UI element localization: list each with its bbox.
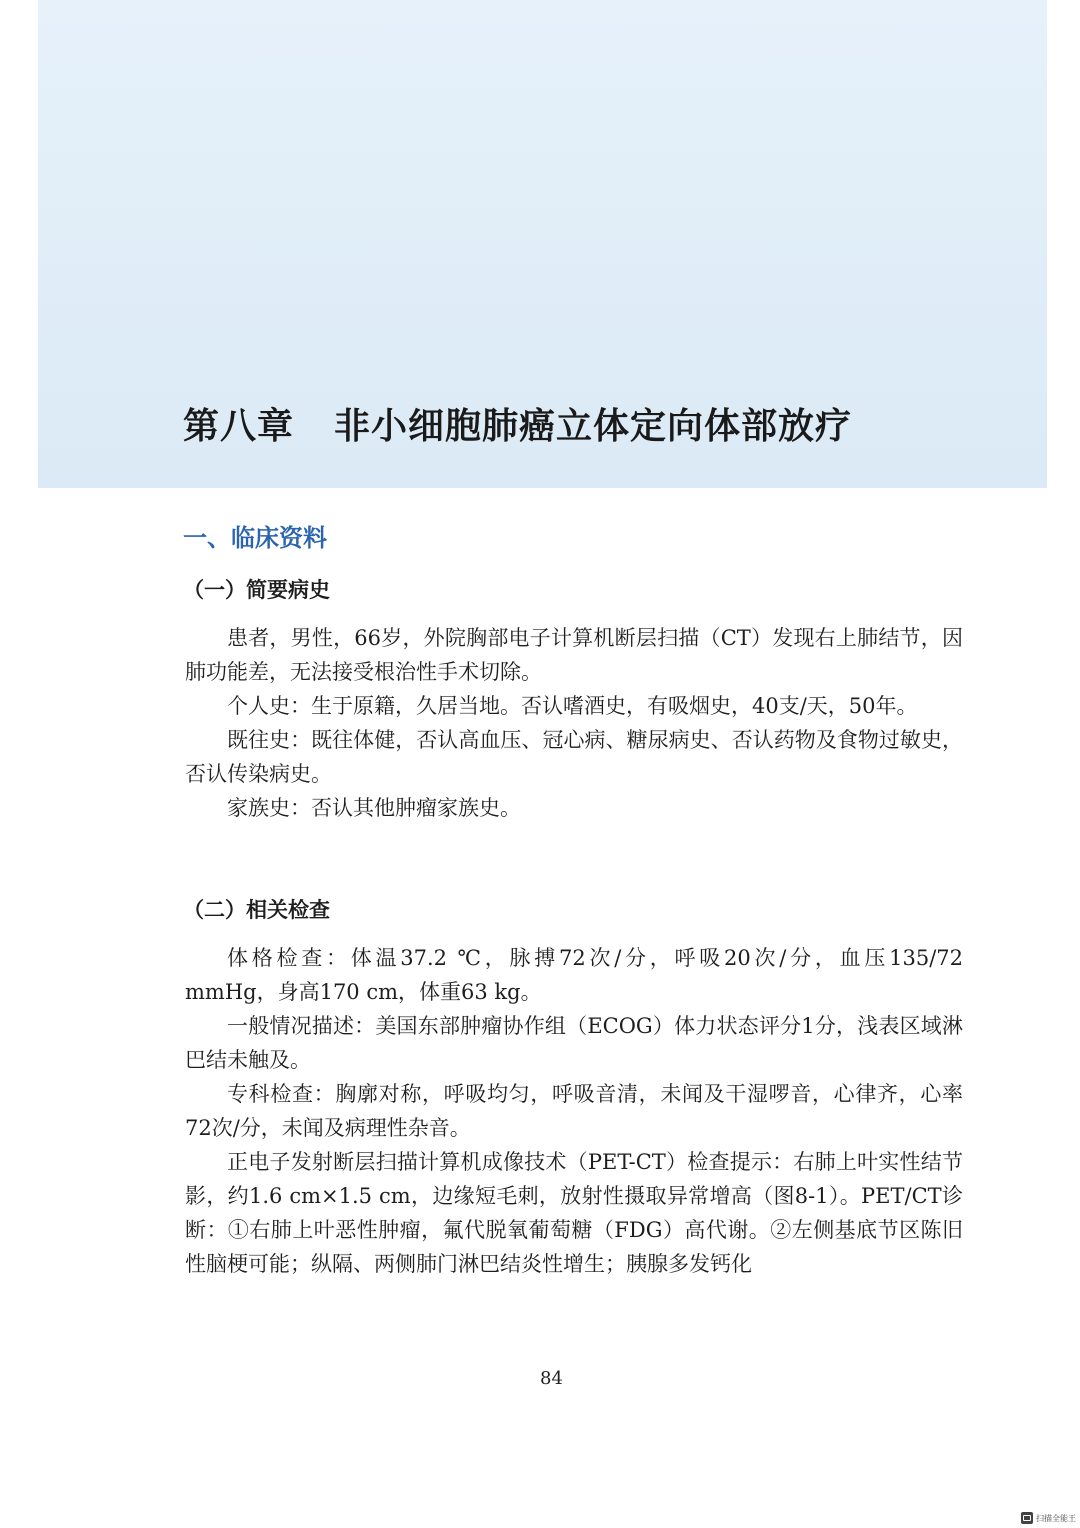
chapter-number: 第八章 bbox=[183, 406, 295, 447]
watermark-text: 扫描全能王 bbox=[1036, 1513, 1076, 1523]
history-paragraph: 患者，男性，66岁，外院胸部电子计算机断层扫描（CT）发现右上肺结节，因肺功能差，无法接受根治性手术切除。 bbox=[185, 626, 963, 684]
scanner-logo-icon bbox=[1021, 1512, 1033, 1524]
history-paragraph: 个人史：生于原籍，久居当地。否认嗜酒史，有吸烟史，40支/天，50年。 bbox=[227, 694, 918, 718]
chapter-name: 非小细胞肺癌立体定向体部放疗 bbox=[334, 406, 853, 447]
section-heading: 一、临床资料 bbox=[183, 524, 327, 552]
scanner-watermark bbox=[1021, 1512, 1076, 1524]
history-body bbox=[185, 621, 963, 825]
exams-paragraph: 专科检查：胸廓对称，呼吸均匀，呼吸音清，未闻及干湿啰音，心律齐，心率72次/分，未闻及病理性杂音。 bbox=[185, 1082, 963, 1140]
exams-heading: （二）相关检查 bbox=[183, 898, 330, 922]
history-heading: （一）简要病史 bbox=[183, 578, 330, 602]
page-number: 84 bbox=[540, 1368, 563, 1389]
exams-body bbox=[185, 941, 963, 1281]
chapter-title bbox=[183, 400, 852, 454]
exams-paragraph: 体格检查：体温37.2 ℃，脉搏72次/分，呼吸20次/分，血压135/72 mmHg，身高170 cm，体重63 kg。 bbox=[185, 946, 963, 1004]
exams-paragraph: 正电子发射断层扫描计算机成像技术（PET-CT）检查提示：右肺上叶实性结节影，约1.6 cm×1.5 cm，边缘短毛刺，放射性摄取异常增高（图8-1）。PET/CT诊断：①右肺上叶恶性肿瘤，氟代脱氧葡萄糖（FDG）高代谢。②左侧基底节区陈旧性脑梗可能；纵隔、两侧肺门淋巴结炎性增生；胰腺多发钙化 bbox=[185, 1150, 963, 1276]
exams-paragraph: 一般情况描述：美国东部肿瘤协作组（ECOG）体力状态评分1分，浅表区域淋巴结未触及。 bbox=[185, 1014, 963, 1072]
history-paragraph: 家族史：否认其他肿瘤家族史。 bbox=[227, 796, 521, 820]
history-paragraph: 既往史：既往体健，否认高血压、冠心病、糖尿病史、否认药物及食物过敏史，否认传染病史。 bbox=[185, 728, 963, 786]
